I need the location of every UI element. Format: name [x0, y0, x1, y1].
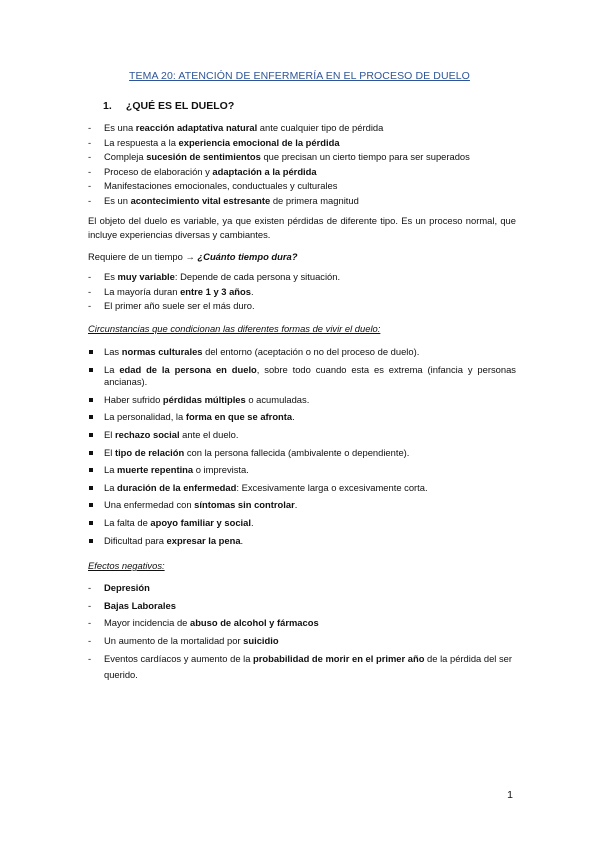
section-number: 1.: [103, 100, 112, 112]
circumstances-list: [88, 346, 516, 547]
list-item: - Compleja sucesión de sentimientos que precisan un cierto tiempo para ser superados: [88, 150, 516, 165]
time-line: Requiere de un tiempo → ¿Cuánto tiempo dura?: [88, 251, 298, 262]
list-item: - El primer año suele ser el más duro.: [88, 299, 516, 314]
list-item: La falta de apoyo familiar y social.: [88, 517, 516, 530]
page-number: 1: [507, 789, 513, 801]
document-title: TEMA 20: ATENCIÓN DE ENFERMERÍA EN EL PROCESO DE DUELO: [129, 70, 470, 82]
object-paragraph: El objeto del duelo es variable, ya que existen pérdidas de diferente tipo. Es un proceso normal, que incluye experiencias diversas y cambiantes.: [88, 215, 516, 240]
list-item: - Bajas Laborales: [88, 599, 516, 614]
section-heading: [103, 100, 234, 112]
time-list: [88, 270, 516, 314]
list-item: - Mayor incidencia de abuso de alcohol y fármacos: [88, 616, 516, 631]
list-item: Una enfermedad con síntomas sin controlar.: [88, 499, 516, 512]
list-item: - Depresión: [88, 581, 516, 596]
list-item: La edad de la persona en duelo, sobre todo cuando esta es extrema (infancia y personas ancianas).: [88, 364, 516, 389]
definition-list: [88, 121, 516, 209]
list-item: - Proceso de elaboración y adaptación a la pérdida: [88, 165, 516, 180]
section-label: ¿QUÉ ES EL DUELO?: [125, 100, 235, 112]
list-item: La muerte repentina o imprevista.: [88, 464, 516, 477]
list-item: - Es una reacción adaptativa natural ante cualquier tipo de pérdida: [88, 121, 516, 136]
list-item: - La respuesta a la experiencia emocional de la pérdida: [88, 136, 516, 151]
list-item: - Eventos cardíacos y aumento de la probabilidad de morir en el primer año de la pérdida del ser querido.: [88, 651, 516, 683]
list-item: - Es muy variable: Depende de cada persona y situación.: [88, 270, 516, 285]
list-item: El rechazo social ante el duelo.: [88, 429, 516, 442]
list-item: El tipo de relación con la persona fallecida (ambivalente o dependiente).: [88, 447, 516, 460]
effects-heading: Efectos negativos:: [88, 560, 165, 571]
list-item: Dificultad para expresar la pena.: [88, 535, 516, 548]
list-item: - Es un acontecimiento vital estresante de primera magnitud: [88, 194, 516, 209]
list-item: La duración de la enfermedad: Excesivamente larga o excesivamente corta.: [88, 482, 516, 495]
list-item: La personalidad, la forma en que se afronta.: [88, 411, 516, 424]
effects-list: [88, 581, 516, 683]
list-item: - Manifestaciones emocionales, conductuales y culturales: [88, 179, 516, 194]
circumstances-heading: Circunstancias que condicionan las diferentes formas de vivir el duelo:: [88, 323, 381, 334]
list-item: Haber sufrido pérdidas múltiples o acumuladas.: [88, 394, 516, 407]
list-item: Las normas culturales del entorno (aceptación o no del proceso de duelo).: [88, 346, 516, 359]
list-item: - Un aumento de la mortalidad por suicidio: [88, 634, 516, 649]
list-item: - La mayoría duran entre 1 y 3 años.: [88, 285, 516, 300]
